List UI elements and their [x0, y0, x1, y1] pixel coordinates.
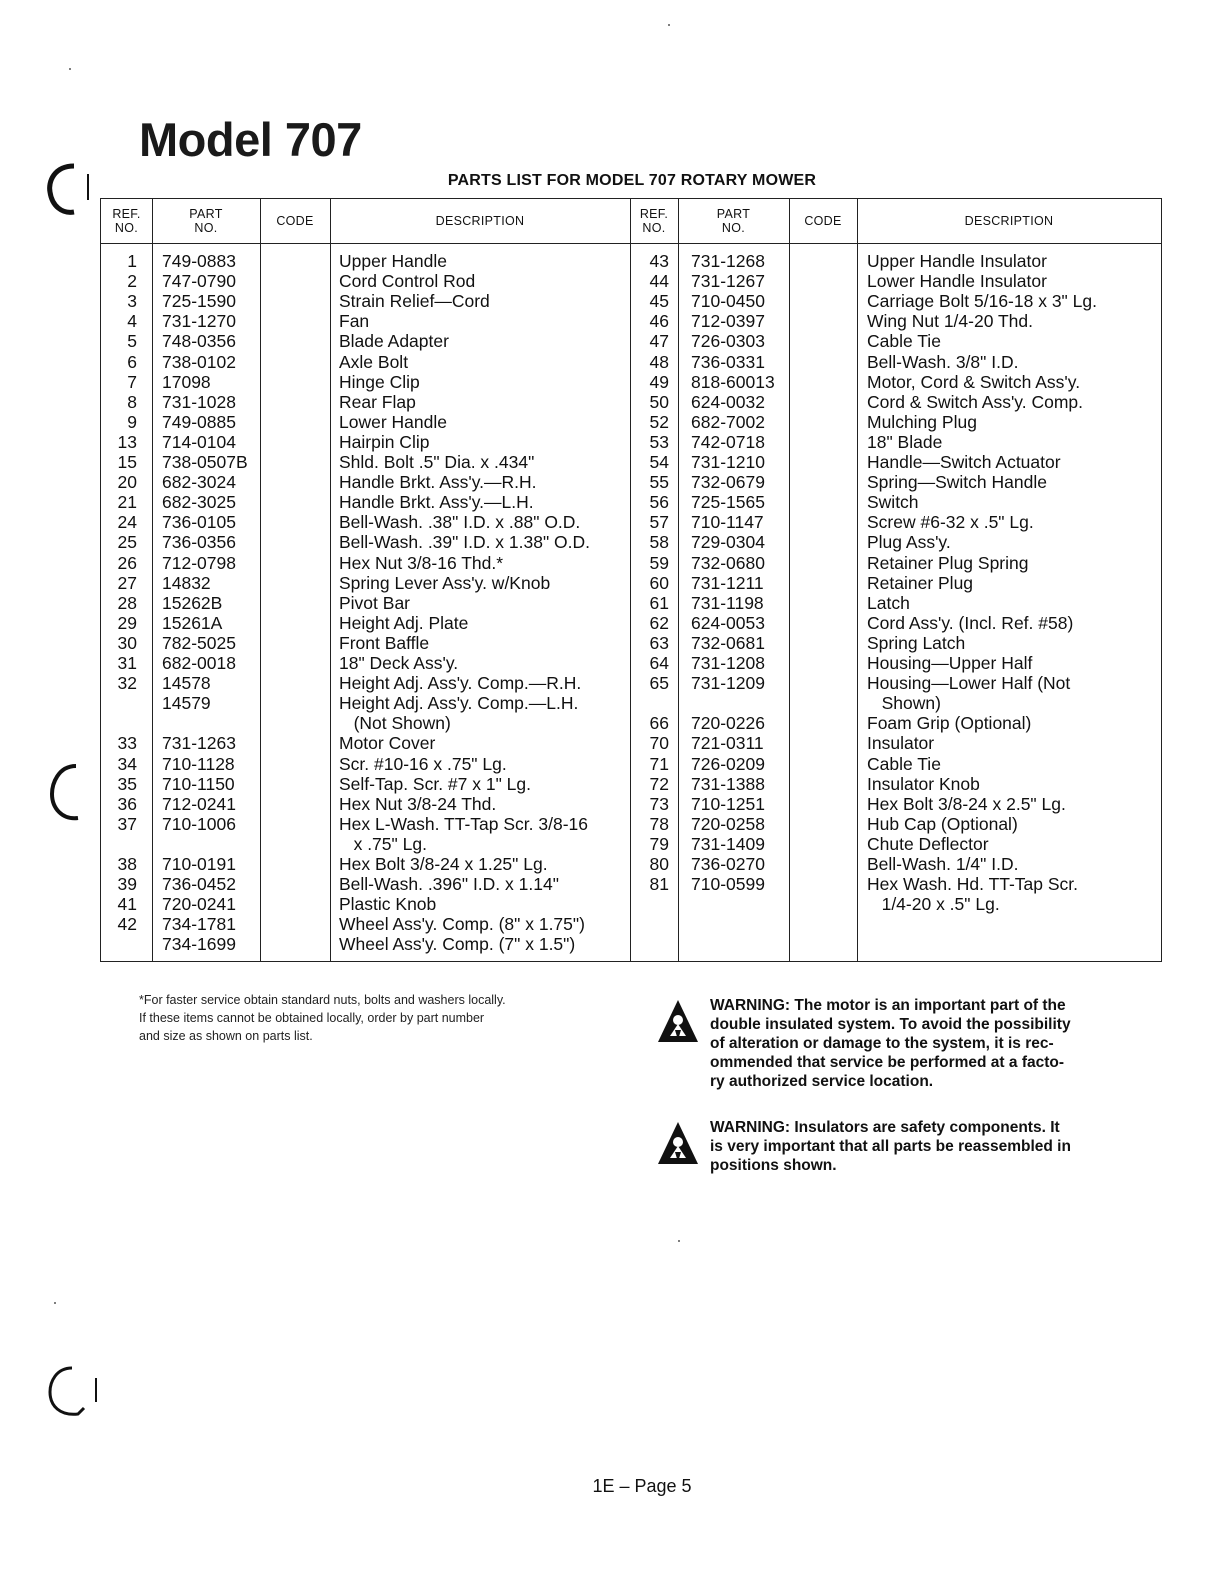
table-row: [101, 613, 1161, 633]
part-number-cell: 731-1028: [162, 391, 236, 412]
scan-speck: [69, 68, 71, 70]
description-cell: Handle—Switch Actuator: [867, 452, 1061, 472]
warning-line: is very important that all parts be reassembled in: [710, 1138, 1071, 1155]
ref-cell: 42: [117, 914, 137, 935]
ref-cell: 39: [117, 874, 137, 895]
description-cell: Latch: [867, 592, 910, 613]
part-number-cell: 712-0397: [691, 311, 765, 332]
ref-cell: 38: [117, 854, 137, 874]
description-cell: Height Adj. Ass'y. Comp.—R.H.: [339, 673, 582, 694]
ref-cell: 8: [127, 391, 137, 412]
description-cell: Insulator Knob: [867, 773, 980, 794]
description-cell: Hex Wash. Hd. TT-Tap Scr.: [867, 874, 1079, 895]
ref-cell: 48: [649, 351, 669, 372]
part-number-cell: 736-0270: [691, 854, 765, 874]
part-number-cell: 14579: [162, 693, 211, 714]
part-number-cell: 747-0790: [162, 271, 236, 292]
description-cell: Housing—Lower Half (Not: [867, 673, 1071, 694]
header-description-label: DESCRIPTION: [435, 214, 525, 228]
description-cell: Front Baffle: [339, 632, 430, 653]
table-row: [101, 492, 1161, 512]
footnote: [139, 991, 619, 1045]
parts-table: [100, 198, 1162, 962]
description-cell: Strain Relief—Cord: [339, 291, 490, 312]
ref-cell: 30: [117, 632, 137, 653]
ref-cell: 47: [649, 331, 669, 352]
description-cell: Self-Tap. Scr. #7 x 1" Lg.: [339, 773, 532, 794]
header-ref-line2: NO.: [642, 221, 666, 235]
description-cell: Hex Bolt 3/8-24 x 1.25" Lg.: [339, 854, 548, 874]
part-number-cell: 736-0452: [162, 874, 236, 895]
ref-cell: 28: [117, 592, 137, 613]
part-number-cell: 721-0311: [691, 733, 764, 754]
table-row: [101, 331, 1161, 351]
footnote-line: and size as shown on parts list.: [139, 1029, 313, 1043]
ref-cell: 3: [127, 291, 137, 312]
part-number-cell: 15262B: [162, 592, 223, 613]
ref-cell: 63: [649, 632, 669, 653]
warning-line: positions shown.: [710, 1157, 837, 1174]
description-cell: Bell-Wash. 3/8" I.D.: [867, 351, 1019, 372]
table-row: [101, 512, 1161, 532]
part-number-cell: 682-0018: [162, 653, 236, 673]
part-number-cell: 714-0104: [162, 431, 236, 452]
part-number-cell: 682-7002: [691, 411, 765, 432]
header-part-line1: PART: [716, 207, 751, 221]
warning-triangle-icon: [656, 998, 700, 1046]
description-cell: 1/4-20 x .5" Lg.: [867, 894, 1000, 915]
warning-line: ry authorized service location.: [710, 1073, 934, 1090]
description-cell: Foam Grip (Optional): [867, 713, 1032, 734]
header-part-line2: NO.: [194, 221, 218, 235]
description-cell: Wheel Ass'y. Comp. (7" x 1.5"): [339, 934, 576, 955]
ref-cell: 71: [649, 753, 669, 774]
header-code-right: [789, 199, 857, 243]
part-number-cell: 14832: [162, 572, 211, 593]
description-cell: Cable Tie: [867, 331, 941, 352]
description-cell: Handle Brkt. Ass'y.—R.H.: [339, 472, 537, 493]
table-row: [101, 271, 1161, 291]
description-cell: Screw #6-32 x .5" Lg.: [867, 512, 1034, 533]
table-row: [101, 794, 1161, 814]
description-cell: Lower Handle: [339, 411, 447, 432]
description-cell: Fan: [339, 311, 370, 332]
scan-speck: [54, 1302, 56, 1304]
punch-hole-mark-bottom: [44, 1362, 104, 1422]
ref-cell: 21: [117, 492, 137, 513]
ref-cell: 43: [649, 251, 669, 271]
ref-cell: 54: [649, 452, 669, 472]
part-number-cell: 14578: [162, 673, 211, 694]
table-row: [101, 874, 1161, 894]
ref-cell: 79: [649, 833, 669, 854]
footnote-line: If these items cannot be obtained locally, order by part number: [139, 1011, 485, 1025]
header-code-label: CODE: [804, 214, 842, 228]
ref-cell: 70: [649, 733, 669, 754]
part-number-cell: 710-1128: [162, 753, 235, 774]
ref-cell: 73: [649, 793, 669, 814]
description-cell: x .75" Lg.: [339, 833, 427, 854]
part-number-cell: 729-0304: [691, 532, 765, 553]
description-cell: Spring Lever Ass'y. w/Knob: [339, 572, 551, 593]
part-number-cell: 710-1147: [691, 512, 764, 533]
ref-cell: 25: [117, 532, 137, 553]
ref-cell: 57: [649, 512, 669, 533]
ref-cell: 66: [649, 713, 669, 734]
warning-line: WARNING: Insulators are safety components. It: [710, 1119, 1060, 1136]
ref-cell: 64: [649, 653, 669, 673]
description-cell: Plug Ass'y.: [867, 532, 951, 553]
part-number-cell: 742-0718: [691, 431, 765, 452]
ref-cell: 59: [649, 552, 669, 573]
description-cell: Spring—Switch Handle: [867, 472, 1047, 493]
warning-line: double insulated system. To avoid the possibility: [710, 1016, 1071, 1033]
header-part-no-right: [678, 199, 789, 243]
description-cell: Mulching Plug: [867, 411, 977, 432]
part-number-cell: 710-1251: [691, 793, 765, 814]
part-number-cell: 731-1208: [691, 653, 765, 673]
ref-cell: 55: [649, 472, 669, 493]
header-description-label: DESCRIPTION: [964, 214, 1054, 228]
ref-cell: 58: [649, 532, 669, 553]
ref-cell: 27: [117, 572, 137, 593]
part-number-cell: 720-0241: [162, 894, 236, 915]
table-row: [101, 754, 1161, 774]
ref-cell: 49: [649, 371, 669, 392]
table-row: [101, 251, 1161, 271]
ref-cell: 80: [649, 854, 669, 874]
description-cell: Motor, Cord & Switch Ass'y.: [867, 371, 1081, 392]
part-number-cell: 712-0798: [162, 552, 236, 573]
header-code: [260, 199, 330, 243]
part-number-cell: 720-0226: [691, 713, 765, 734]
scan-speck: [678, 1240, 680, 1242]
description-cell: (Not Shown): [339, 713, 451, 734]
ref-cell: 46: [649, 311, 669, 332]
description-cell: Cord Ass'y. (Incl. Ref. #58): [867, 612, 1074, 633]
ref-cell: 81: [649, 874, 669, 895]
part-number-cell: 710-1006: [162, 813, 236, 834]
table-row: [101, 653, 1161, 673]
ref-cell: 32: [117, 673, 137, 694]
description-cell: Wheel Ass'y. Comp. (8" x 1.75"): [339, 914, 585, 935]
part-number-cell: 17098: [162, 371, 211, 392]
header-code-label: CODE: [276, 214, 314, 228]
description-cell: Chute Deflector: [867, 833, 989, 854]
description-cell: Hex L-Wash. TT-Tap Scr. 3/8-16: [339, 813, 588, 834]
description-cell: Bell-Wash. .39" I.D. x 1.38" O.D.: [339, 532, 591, 553]
description-cell: Plastic Knob: [339, 894, 437, 915]
description-cell: 18" Deck Ass'y.: [339, 653, 459, 673]
part-number-cell: 15261A: [162, 612, 223, 633]
table-row: [101, 914, 1161, 934]
description-cell: Bell-Wash. .38" I.D. x .88" O.D.: [339, 512, 581, 533]
ref-cell: 78: [649, 813, 669, 834]
description-cell: Hairpin Clip: [339, 431, 430, 452]
table-row: [101, 733, 1161, 753]
header-part-no: [152, 199, 260, 243]
part-number-cell: 738-0102: [162, 351, 236, 372]
part-number-cell: 736-0356: [162, 532, 236, 553]
part-number-cell: 712-0241: [162, 793, 236, 814]
part-number-cell: 732-0679: [691, 472, 765, 493]
warning-text: [710, 1118, 1140, 1175]
table-row: [101, 673, 1161, 693]
description-cell: Height Adj. Ass'y. Comp.—L.H.: [339, 693, 579, 714]
part-number-cell: 734-1699: [162, 934, 236, 955]
description-cell: 18" Blade: [867, 431, 943, 452]
description-cell: Wing Nut 1/4-20 Thd.: [867, 311, 1034, 332]
table-row: [101, 532, 1161, 552]
ref-cell: 1: [127, 251, 137, 271]
header-ref-line1: REF.: [639, 207, 669, 221]
page-number: 1E – Page 5: [592, 1476, 692, 1496]
table-row: [101, 593, 1161, 613]
ref-cell: 33: [117, 733, 137, 754]
description-cell: Axle Bolt: [339, 351, 409, 372]
ref-cell: 5: [127, 331, 137, 352]
part-number-cell: 726-0209: [691, 753, 765, 774]
description-cell: Insulator: [867, 733, 935, 754]
warning-line: ommended that service be performed at a facto-: [710, 1054, 1065, 1071]
ref-cell: 4: [127, 311, 137, 332]
description-cell: Rear Flap: [339, 391, 416, 412]
warning-motor: [656, 996, 1136, 1096]
ref-cell: 6: [127, 351, 137, 372]
part-number-cell: 731-1268: [691, 251, 765, 271]
table-row: [101, 854, 1161, 874]
ref-cell: 72: [649, 773, 669, 794]
ref-cell: 61: [649, 592, 669, 613]
ref-cell: 34: [117, 753, 137, 774]
warning-text: [710, 996, 1140, 1091]
table-row: [101, 573, 1161, 593]
table-row: [101, 432, 1161, 452]
model-title: Model 707: [139, 113, 362, 166]
table-row: [101, 713, 1161, 733]
footnote-line: *For faster service obtain standard nuts, bolts and washers locally.: [139, 993, 506, 1007]
ref-cell: 7: [127, 371, 137, 392]
description-cell: Shld. Bolt .5" Dia. x .434": [339, 452, 535, 472]
description-cell: Hex Bolt 3/8-24 x 2.5" Lg.: [867, 793, 1066, 814]
ref-cell: 35: [117, 773, 137, 794]
ref-cell: 62: [649, 612, 669, 633]
ref-cell: 60: [649, 572, 669, 593]
description-cell: Hub Cap (Optional): [867, 813, 1018, 834]
description-cell: Upper Handle Insulator: [867, 251, 1047, 271]
description-cell: Hinge Clip: [339, 371, 420, 392]
part-number-cell: 732-0681: [691, 632, 765, 653]
part-number-cell: 731-1263: [162, 733, 236, 754]
header-ref-no-right: [630, 199, 678, 243]
description-cell: Retainer Plug Spring: [867, 552, 1029, 573]
description-cell: Carriage Bolt 5/16-18 x 3" Lg.: [867, 291, 1097, 312]
ref-cell: 31: [117, 653, 137, 673]
table-row: [101, 693, 1161, 713]
part-number-cell: 818-60013: [691, 371, 775, 392]
part-number-cell: 725-1590: [162, 291, 236, 312]
punch-hole-mark-middle: [44, 760, 100, 826]
description-cell: Lower Handle Insulator: [867, 271, 1047, 292]
part-number-cell: 731-1409: [691, 833, 765, 854]
description-cell: Hex Nut 3/8-16 Thd.*: [339, 552, 504, 573]
part-number-cell: 710-0599: [691, 874, 765, 895]
part-number-cell: 710-0191: [162, 854, 236, 874]
table-row: [101, 372, 1161, 392]
ref-cell: 20: [117, 472, 137, 493]
ref-cell: 36: [117, 793, 137, 814]
part-number-cell: 682-3025: [162, 492, 236, 513]
table-row: [101, 774, 1161, 794]
table-row: [101, 452, 1161, 472]
table-row: [101, 633, 1161, 653]
ref-cell: 24: [117, 512, 137, 533]
part-number-cell: 738-0507B: [162, 452, 248, 472]
part-number-cell: 736-0105: [162, 512, 236, 533]
ref-cell: 50: [649, 391, 669, 412]
ref-cell: 2: [127, 271, 137, 292]
table-row: [101, 814, 1161, 834]
part-number-cell: 731-1211: [691, 572, 764, 593]
table-row: [101, 352, 1161, 372]
table-row: [101, 472, 1161, 492]
part-number-cell: 731-1210: [691, 452, 765, 472]
warning-line: of alteration or damage to the system, it is rec-: [710, 1035, 1054, 1052]
ref-cell: 44: [649, 271, 669, 292]
table-row: [101, 894, 1161, 914]
description-cell: Shown): [867, 693, 941, 714]
ref-cell: 41: [117, 894, 137, 915]
description-cell: Blade Adapter: [339, 331, 449, 352]
ref-cell: 65: [649, 673, 669, 694]
table-row: [101, 834, 1161, 854]
warning-triangle-icon: [656, 1120, 700, 1168]
table-row: [101, 412, 1161, 432]
part-number-cell: 748-0356: [162, 331, 236, 352]
description-cell: Cord & Switch Ass'y. Comp.: [867, 391, 1083, 412]
description-cell: Handle Brkt. Ass'y.—L.H.: [339, 492, 534, 513]
ref-cell: 26: [117, 552, 137, 573]
warning-line: WARNING: The motor is an important part of the: [710, 997, 1066, 1014]
part-number-cell: 749-0883: [162, 251, 236, 271]
header-part-line2: NO.: [721, 221, 746, 235]
table-row: [101, 392, 1161, 412]
part-number-cell: 736-0331: [691, 351, 765, 372]
table-row: [101, 311, 1161, 331]
part-number-cell: 624-0032: [691, 391, 765, 412]
part-number-cell: 725-1565: [691, 492, 765, 513]
part-number-cell: 720-0258: [691, 813, 765, 834]
description-cell: Switch: [867, 492, 919, 513]
scan-speck: [668, 24, 670, 26]
part-number-cell: 749-0885: [162, 411, 236, 432]
punch-hole-mark-top: [44, 160, 100, 220]
parts-list-title: PARTS LIST FOR MODEL 707 ROTARY MOWER: [447, 172, 817, 189]
ref-cell: 15: [117, 452, 137, 472]
description-cell: Height Adj. Plate: [339, 612, 469, 633]
part-number-cell: 710-0450: [691, 291, 765, 312]
description-cell: Hex Nut 3/8-24 Thd.: [339, 793, 497, 814]
table-row: [101, 291, 1161, 311]
description-cell: Scr. #10-16 x .75" Lg.: [339, 753, 507, 774]
header-description: [330, 199, 630, 243]
part-number-cell: 731-1209: [691, 673, 765, 694]
description-cell: Motor Cover: [339, 733, 436, 754]
description-cell: Cable Tie: [867, 753, 941, 774]
header-ref-no: [101, 199, 152, 243]
part-number-cell: 731-1270: [162, 311, 236, 332]
description-cell: Upper Handle: [339, 251, 447, 271]
part-number-cell: 682-3024: [162, 472, 236, 493]
description-cell: Retainer Plug: [867, 572, 974, 593]
header-ref-line2: NO.: [114, 221, 139, 235]
part-number-cell: 726-0303: [691, 331, 765, 352]
part-number-cell: 732-0680: [691, 552, 765, 573]
part-number-cell: 731-1388: [691, 773, 765, 794]
ref-cell: 13: [117, 431, 137, 452]
description-cell: Bell-Wash. .396" I.D. x 1.14": [339, 874, 559, 895]
description-cell: Spring Latch: [867, 632, 966, 653]
part-number-cell: 710-1150: [162, 773, 235, 794]
part-number-cell: 731-1267: [691, 271, 765, 292]
table-row: [101, 553, 1161, 573]
ref-cell: 56: [649, 492, 669, 513]
part-number-cell: 731-1198: [691, 592, 764, 613]
header-part-line1: PART: [189, 207, 223, 221]
description-cell: Cord Control Rod: [339, 271, 476, 292]
ref-cell: 37: [117, 813, 137, 834]
description-cell: Bell-Wash. 1/4" I.D.: [867, 854, 1019, 874]
part-number-cell: 782-5025: [162, 632, 236, 653]
warning-insulators: [656, 1118, 1136, 1182]
header-description-right: [857, 199, 1161, 243]
ref-cell: 29: [117, 612, 137, 633]
part-number-cell: 734-1781: [162, 914, 236, 935]
ref-cell: 45: [649, 291, 669, 312]
ref-cell: 52: [649, 411, 669, 432]
table-row: [101, 934, 1161, 954]
description-cell: Pivot Bar: [339, 592, 410, 613]
ref-cell: 9: [127, 411, 137, 432]
description-cell: Housing—Upper Half: [867, 653, 1033, 673]
ref-cell: 53: [649, 431, 669, 452]
header-ref-line1: REF.: [112, 207, 141, 221]
part-number-cell: 624-0053: [691, 612, 765, 633]
